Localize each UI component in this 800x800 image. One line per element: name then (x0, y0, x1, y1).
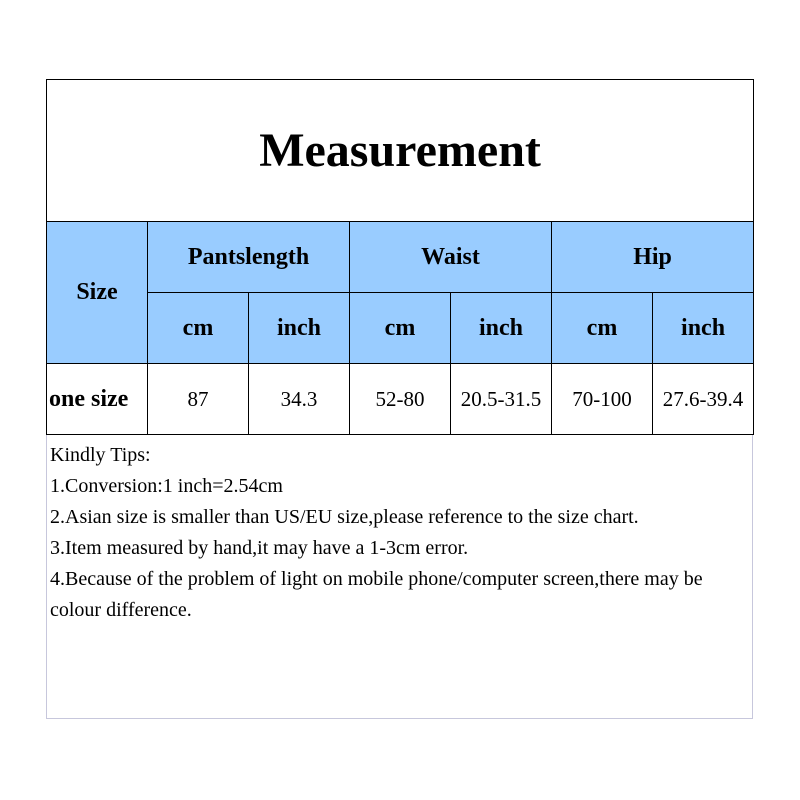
tip-item: 4.Because of the problem of light on mobile phone/computer screen,there may be colour difference. (50, 568, 703, 621)
kindly-tips (50, 440, 750, 626)
hip-cm-header: cm (552, 293, 653, 364)
tip-item: 1.Conversion:1 inch=2.54cm (50, 475, 283, 497)
waist-cm-value: 52-80 (350, 364, 451, 435)
row-label: one size (47, 364, 148, 435)
tip-item: 3.Item measured by hand,it may have a 1-3cm error. (50, 537, 469, 559)
pantslength-inch-value: 34.3 (249, 364, 350, 435)
hip-inch-header: inch (653, 293, 754, 364)
size-chart-table (46, 79, 754, 435)
waist-inch-header: inch (451, 293, 552, 364)
pantslength-header: Pantslength (148, 222, 350, 293)
hip-header: Hip (552, 222, 754, 293)
pantslength-inch-header: inch (249, 293, 350, 364)
tip-item: 2.Asian size is smaller than US/EU size,please reference to the size chart. (50, 506, 639, 528)
pantslength-cm-header: cm (148, 293, 249, 364)
waist-inch-value: 20.5-31.5 (451, 364, 552, 435)
hip-cm-value: 70-100 (552, 364, 653, 435)
hip-inch-value: 27.6-39.4 (653, 364, 754, 435)
size-header: Size (47, 222, 148, 364)
waist-header: Waist (350, 222, 552, 293)
pantslength-cm-value: 87 (148, 364, 249, 435)
tips-heading: Kindly Tips: (50, 444, 151, 466)
waist-cm-header: cm (350, 293, 451, 364)
chart-title: Measurement (47, 80, 754, 222)
table-row (47, 364, 754, 435)
